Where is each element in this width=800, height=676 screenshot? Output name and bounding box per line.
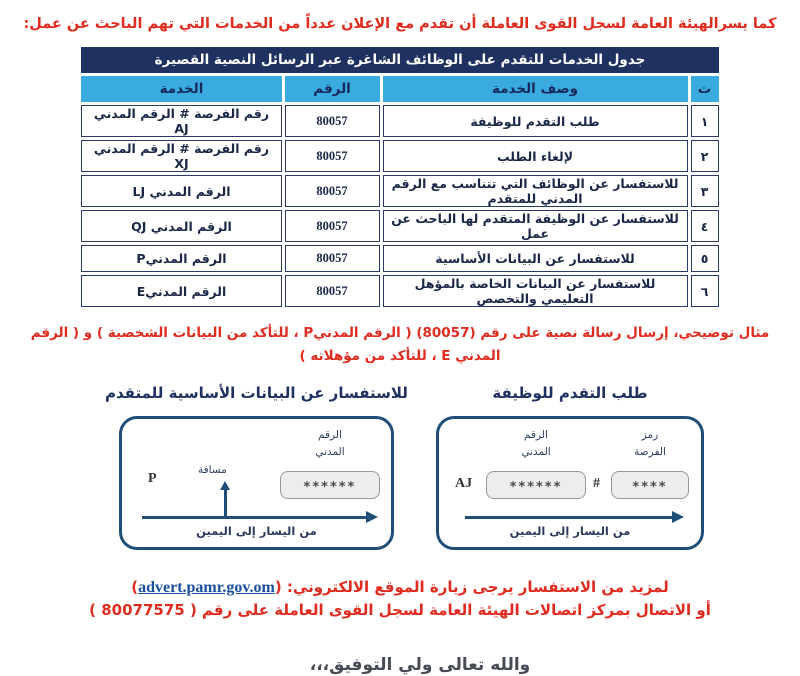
table-header-row xyxy=(81,76,718,102)
diagram-apply-title: طلب التقدم للوظيفة xyxy=(492,383,648,402)
service-format: رقم الفرصة # الرقم المدني XJ xyxy=(81,140,281,172)
service-format: الرقم المدنيE xyxy=(81,275,281,307)
table-row xyxy=(81,140,718,172)
service-code-aj: AJ xyxy=(455,475,473,491)
service-format: الرقم المدني LJ xyxy=(81,175,281,207)
civil-number-label: الرقم المدني xyxy=(315,428,345,458)
sms-number: 80057 xyxy=(285,175,380,207)
website-text-before: لمزيد من الاستفسار يرجى زيارة الموقع الالكتروني: ( xyxy=(274,577,669,596)
column-header-service: الخدمة xyxy=(81,76,281,102)
direction-caption: من اليسار إلى اليمين xyxy=(509,523,631,538)
opportunity-code-label: رمز الفرصة xyxy=(634,428,666,458)
table-row xyxy=(81,275,718,307)
service-code-p: P xyxy=(147,470,157,486)
column-header-description: وصف الخدمة xyxy=(383,76,688,102)
service-description: للاستفسار عن الوظيفة المتقدم لها الباحث عن عمل xyxy=(383,210,688,242)
civil-number-label: الرقم المدني xyxy=(521,428,551,458)
announcement-page xyxy=(0,16,800,676)
service-description: للاستفسار عن البيانات الأساسية xyxy=(383,245,688,272)
diagram-inquiry-title: للاستفسار عن البيانات الأساسية للمتقدم xyxy=(105,383,408,402)
table-row xyxy=(81,210,718,242)
civil-number-field: ****** xyxy=(486,471,586,499)
website-info-line xyxy=(0,578,800,597)
up-arrow xyxy=(224,489,227,516)
service-format: الرقم المدنيP xyxy=(81,245,281,272)
table-row xyxy=(81,105,718,137)
column-header-number: الرقم xyxy=(285,76,380,102)
sms-number: 80057 xyxy=(285,210,380,242)
table-title: جدول الخدمات للتقدم على الوظائف الشاغرة عبر الرسائل النصية القصيرة xyxy=(81,47,718,73)
website-text-after: ) xyxy=(131,577,139,596)
call-center-line: أو الاتصال بمركز اتصالات الهيئة العامة لسجل القوى العاملة على رقم ( 80077575 ) xyxy=(89,600,711,619)
direction-caption: من اليسار إلى اليمين xyxy=(196,523,317,538)
diagram-inquiry-box xyxy=(119,416,394,550)
row-index: ١ xyxy=(691,105,719,137)
table-title-row xyxy=(81,47,718,73)
sms-format-diagrams xyxy=(0,384,800,550)
services-table xyxy=(78,44,721,310)
service-description: طلب التقدم للوظيفة xyxy=(383,105,688,137)
website-link[interactable]: advert.pamr.gov.om xyxy=(138,578,275,596)
service-description: للاستفسار عن الوظائف التي تتناسب مع الرقم المدني للمتقدم xyxy=(383,175,688,207)
hash-separator: # xyxy=(593,475,600,491)
table-row xyxy=(81,245,718,272)
right-arrow xyxy=(142,516,367,519)
service-description: لإلغاء الطلب xyxy=(383,140,688,172)
service-format: رقم الفرصة # الرقم المدني AJ xyxy=(81,105,281,137)
space-label: مسافة xyxy=(197,463,227,476)
diagram-apply-job xyxy=(436,384,704,550)
sms-number: 80057 xyxy=(285,140,380,172)
closing-text: والله تعالى ولي التوفيق،،، xyxy=(309,654,531,675)
sms-number: 80057 xyxy=(285,245,380,272)
right-arrow xyxy=(465,516,673,519)
column-header-index: ت xyxy=(691,76,719,102)
row-index: ٤ xyxy=(691,210,719,242)
diagram-apply-box xyxy=(436,416,704,550)
row-index: ٢ xyxy=(691,140,719,172)
diagram-basic-data-inquiry xyxy=(105,384,408,550)
intro-text: كما يسرالهيئة العامة لسجل القوى العاملة أن تقدم مع الإعلان عدداً من الخدمات التي تهم الباحث عن عمل: xyxy=(23,16,777,32)
row-index: ٣ xyxy=(691,175,719,207)
row-index: ٦ xyxy=(691,275,719,307)
row-index: ٥ xyxy=(691,245,719,272)
civil-number-field: ****** xyxy=(280,471,380,499)
example-note: مثال توضيحي، إرسال رسالة نصية على رقم (80057) ( الرقم المدنيP ، للتأكد من البيانات الشخصية ) و ( الرقم المدني E ، للتأكد من مؤهلاته ) xyxy=(30,325,770,364)
service-format: الرقم المدني QJ xyxy=(81,210,281,242)
sms-number: 80057 xyxy=(285,275,380,307)
table-row xyxy=(81,175,718,207)
opportunity-code-field: **** xyxy=(611,471,689,499)
service-description: للاستفسار عن البيانات الخاصة بالمؤهل التعليمي والتخصص xyxy=(383,275,688,307)
sms-number: 80057 xyxy=(285,105,380,137)
